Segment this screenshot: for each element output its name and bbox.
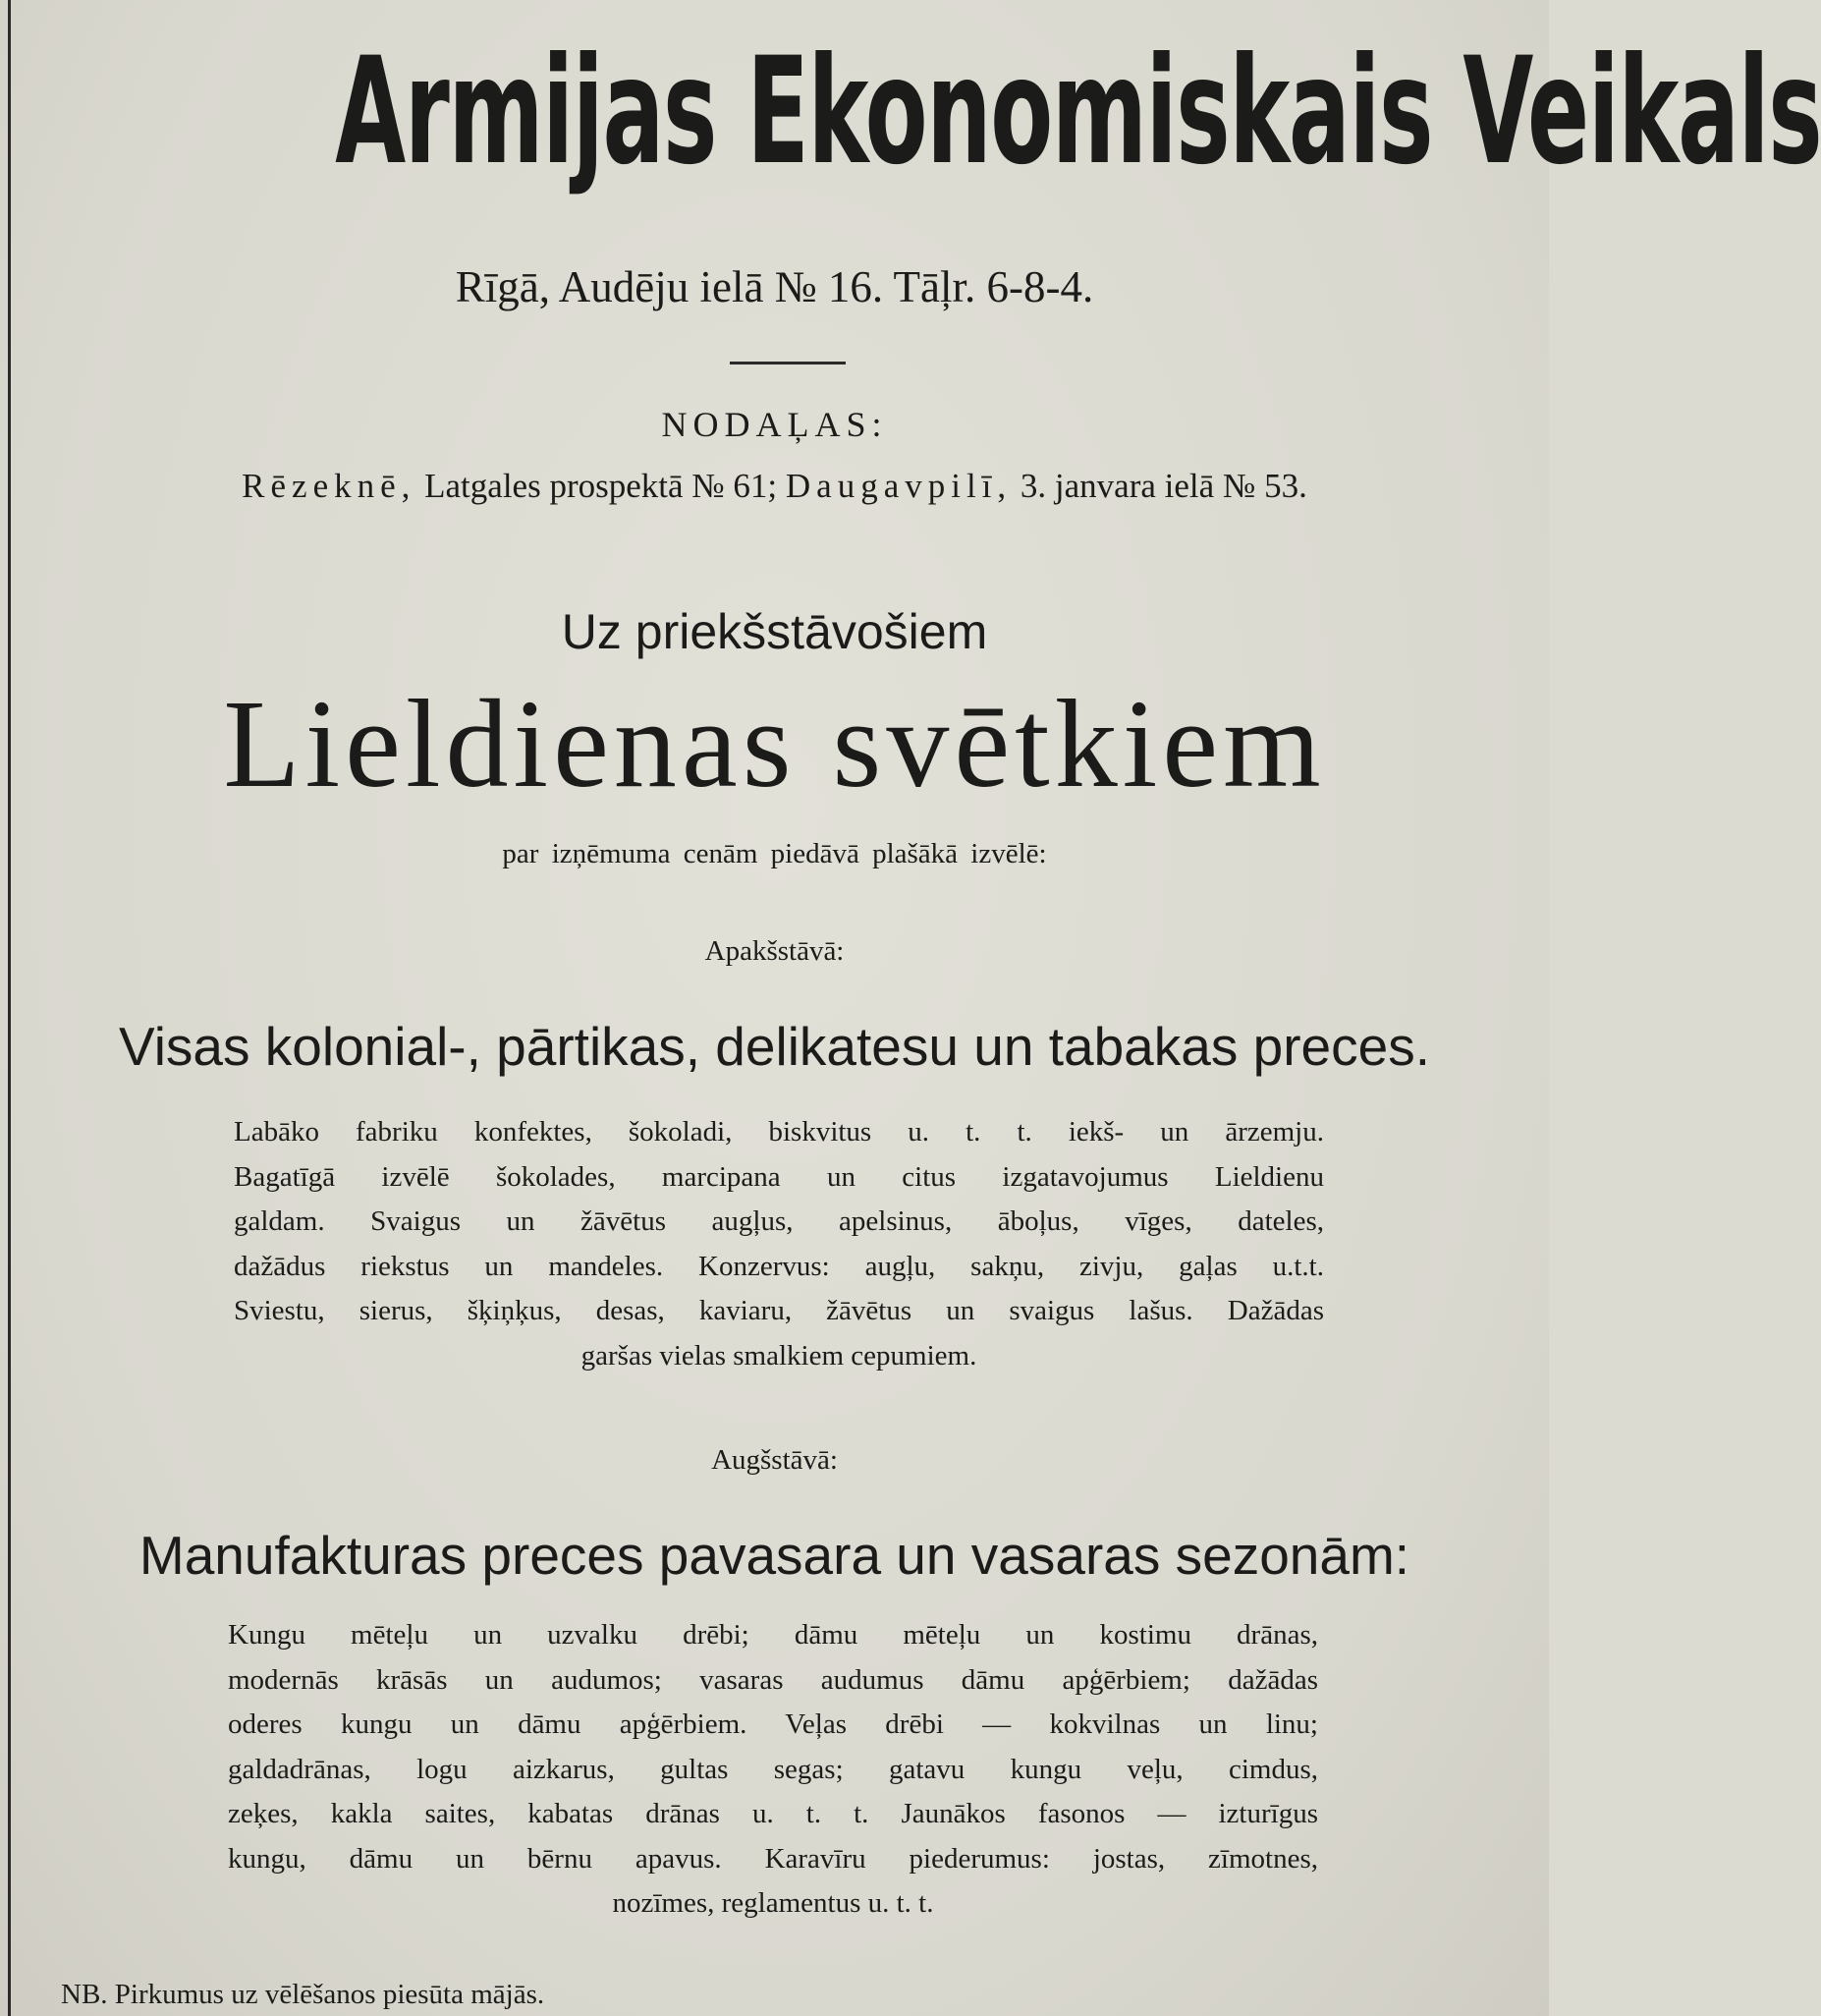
delivery-note: NB. Pirkumus uz vēlēšanos piesūta mājās.	[61, 1979, 545, 2010]
store-name-masthead: Armijas Ekonomiskais Veikals	[335, 27, 1821, 197]
description-line: Sviestu, sierus, šķiņķus, desas, kaviaru, žāvētus un svaigus lašus. Dažādas	[234, 1295, 1324, 1326]
description-line: galdam. Svaigus un žāvētus augļus, apelsinus, āboļus, vīges, dateles,	[234, 1205, 1324, 1237]
intro-line: Uz priekšstāvošiem	[561, 604, 988, 659]
offer-line: par izņēmuma cenām piedāvā plašākā izvēlē:	[502, 838, 1047, 869]
description-line: Labāko fabriku konfektes, šokoladi, biskvitus u. t. t. iekš- un ārzemju.	[234, 1116, 1324, 1148]
ground-floor-description	[234, 1110, 1324, 1378]
upper-floor-label: Augšstāvā:	[711, 1444, 838, 1476]
branch-address-rezekne: Latgales prospektā № 61;	[424, 467, 778, 505]
description-line: Bagatīgā izvēlē šokolades, marcipana un citus izgatavojumus Lieldienu	[234, 1160, 1324, 1193]
easter-headline: Lieldienas svētkiem	[223, 674, 1326, 813]
branches-heading: NODAĻAS:	[661, 405, 888, 444]
ground-floor-title: Visas kolonial-, pārtikas, delikatesu un tabakas preces.	[119, 1016, 1430, 1077]
description-line: garšas vielas smalkiem cepumiem.	[580, 1339, 977, 1372]
upper-floor-title: Manufakturas preces pavasara un vasaras sezonām:	[138, 1525, 1410, 1586]
ground-floor-label: Apakšstāvā:	[704, 935, 845, 967]
branch-address-daugavpils: 3. janvara ielā № 53.	[1020, 467, 1307, 505]
description-line: modernās krāsās un audumos; vasaras audumus dāmu apģērbiem; dažādas	[228, 1663, 1318, 1696]
store-address: Rīgā, Audēju ielā № 16. Tāļr. 6-8-4.	[455, 262, 1094, 311]
upper-floor-description	[228, 1613, 1318, 1927]
description-line: oderes kungu un dāmu apģērbiem. Veļas drēbi — kokvilnas un linu;	[228, 1708, 1318, 1740]
divider-rule	[730, 362, 846, 364]
description-line: nozīmes, reglamentus u. t. t.	[612, 1887, 934, 1919]
description-line: zeķes, kakla saites, kabatas drānas u. t. t. Jaunākos fasonos — izturīgus	[228, 1798, 1318, 1829]
description-line: dažādus riekstus un mandeles. Konzervus: augļu, sakņu, zivju, gaļas u.t.t.	[234, 1250, 1324, 1282]
description-line: galdadrānas, logu aizkarus, gultas segas; gatavu kungu veļu, cimdus,	[228, 1753, 1318, 1785]
branch-city-daugavpils: Daugavpilī,	[785, 467, 1013, 505]
description-line: kungu, dāmu un bērnu apavus. Karavīru piederumus: jostas, zīmotnes,	[228, 1842, 1318, 1875]
description-line: Kungu mēteļu un uzvalku drēbi; dāmu mēteļu un kostimu drānas,	[228, 1619, 1318, 1651]
branches-line	[0, 462, 1549, 511]
branch-city-rezekne: Rēzeknē,	[242, 467, 416, 505]
